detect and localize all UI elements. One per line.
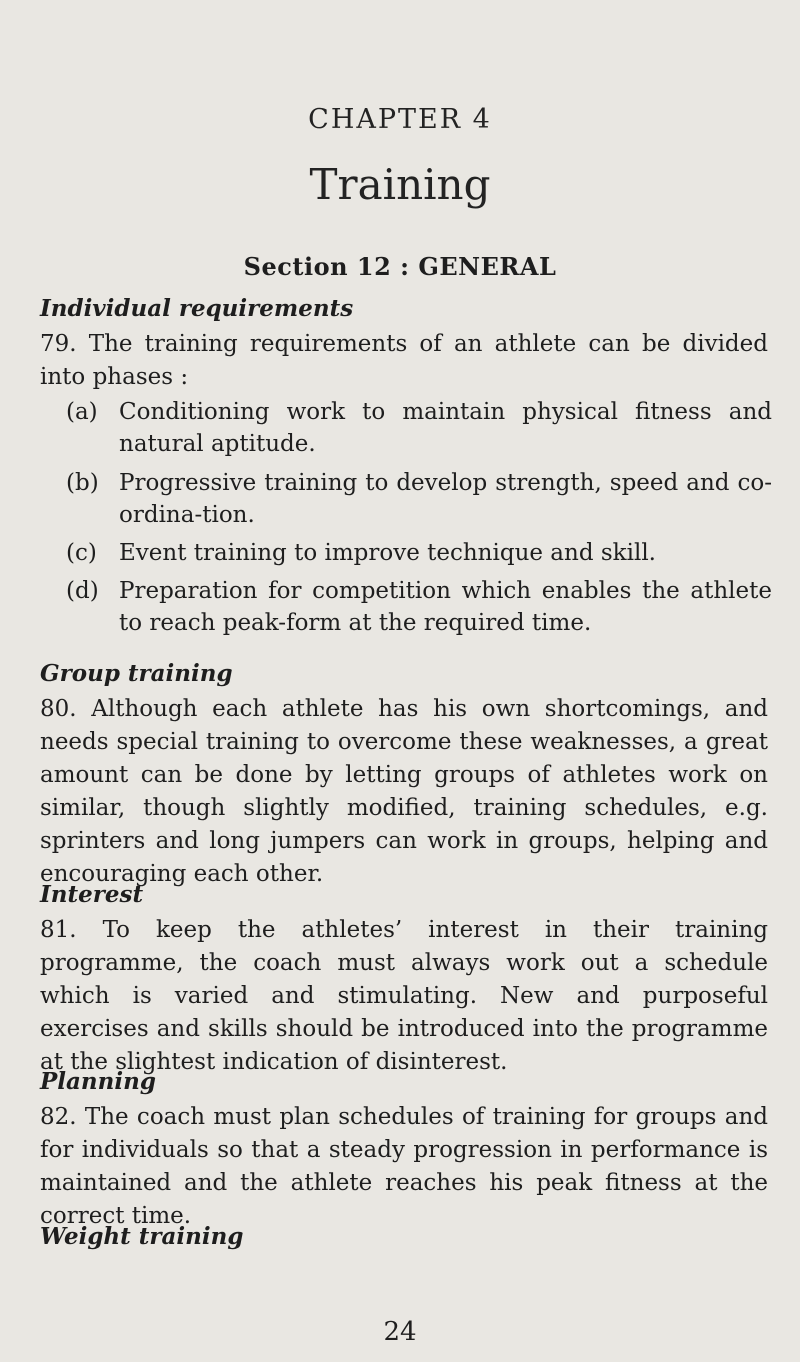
chapter-label: CHAPTER 4 <box>308 104 492 135</box>
list-item-text: Progressive training to develop strength, speed and co-ordina-tion. <box>119 470 772 528</box>
list-item-c <box>66 537 772 569</box>
list-item-label: (b) <box>66 470 99 496</box>
list-item-a <box>66 396 772 460</box>
list-item-label: (c) <box>66 540 97 566</box>
heading-interest: Interest <box>40 881 144 908</box>
paragraph-79: 79. The training requirements of an athlete can be divided into phases : <box>40 331 768 390</box>
list-item-text: Conditioning work to maintain physical fitness and natural aptitude. <box>119 399 772 457</box>
list-item-text: Preparation for competition which enables the athlete to reach peak-form at the required time. <box>119 578 772 636</box>
paragraph-82: 82. The coach must plan schedules of training for groups and for individuals so that a steady progression in performance is maintained and the athlete reaches his peak fitness at the correct time. <box>40 1104 768 1229</box>
heading-weight-training: Weight training <box>40 1223 244 1250</box>
list-item-text: Event training to improve technique and skill. <box>119 540 656 566</box>
list-item-b <box>66 467 772 531</box>
list-item-d <box>66 575 772 639</box>
section-heading: Section 12 : GENERAL <box>243 252 557 281</box>
chapter-title: Training <box>309 160 491 209</box>
heading-individual-requirements: Individual requirements <box>40 295 354 322</box>
page-number: 24 <box>383 1317 417 1347</box>
list-item-label: (a) <box>66 399 98 425</box>
paragraph-81: 81. To keep the athletes’ interest in their training programme, the coach must always work out a schedule which is varied and stimulating. New and purposeful exercises and skills should be introduced into the programme at the slightest indication of disinterest. <box>40 917 768 1075</box>
list-item-label: (d) <box>66 578 99 604</box>
heading-planning: Planning <box>40 1068 156 1095</box>
heading-group-training: Group training <box>40 660 233 687</box>
paragraph-80: 80. Although each athlete has his own shortcomings, and needs special training to overcome these weaknesses, a great amount can be done by letting groups of athletes work on similar, though slightly modified, training schedules, e.g. sprinters and long jumpers can work in groups, helping and encouraging each other. <box>40 696 768 887</box>
